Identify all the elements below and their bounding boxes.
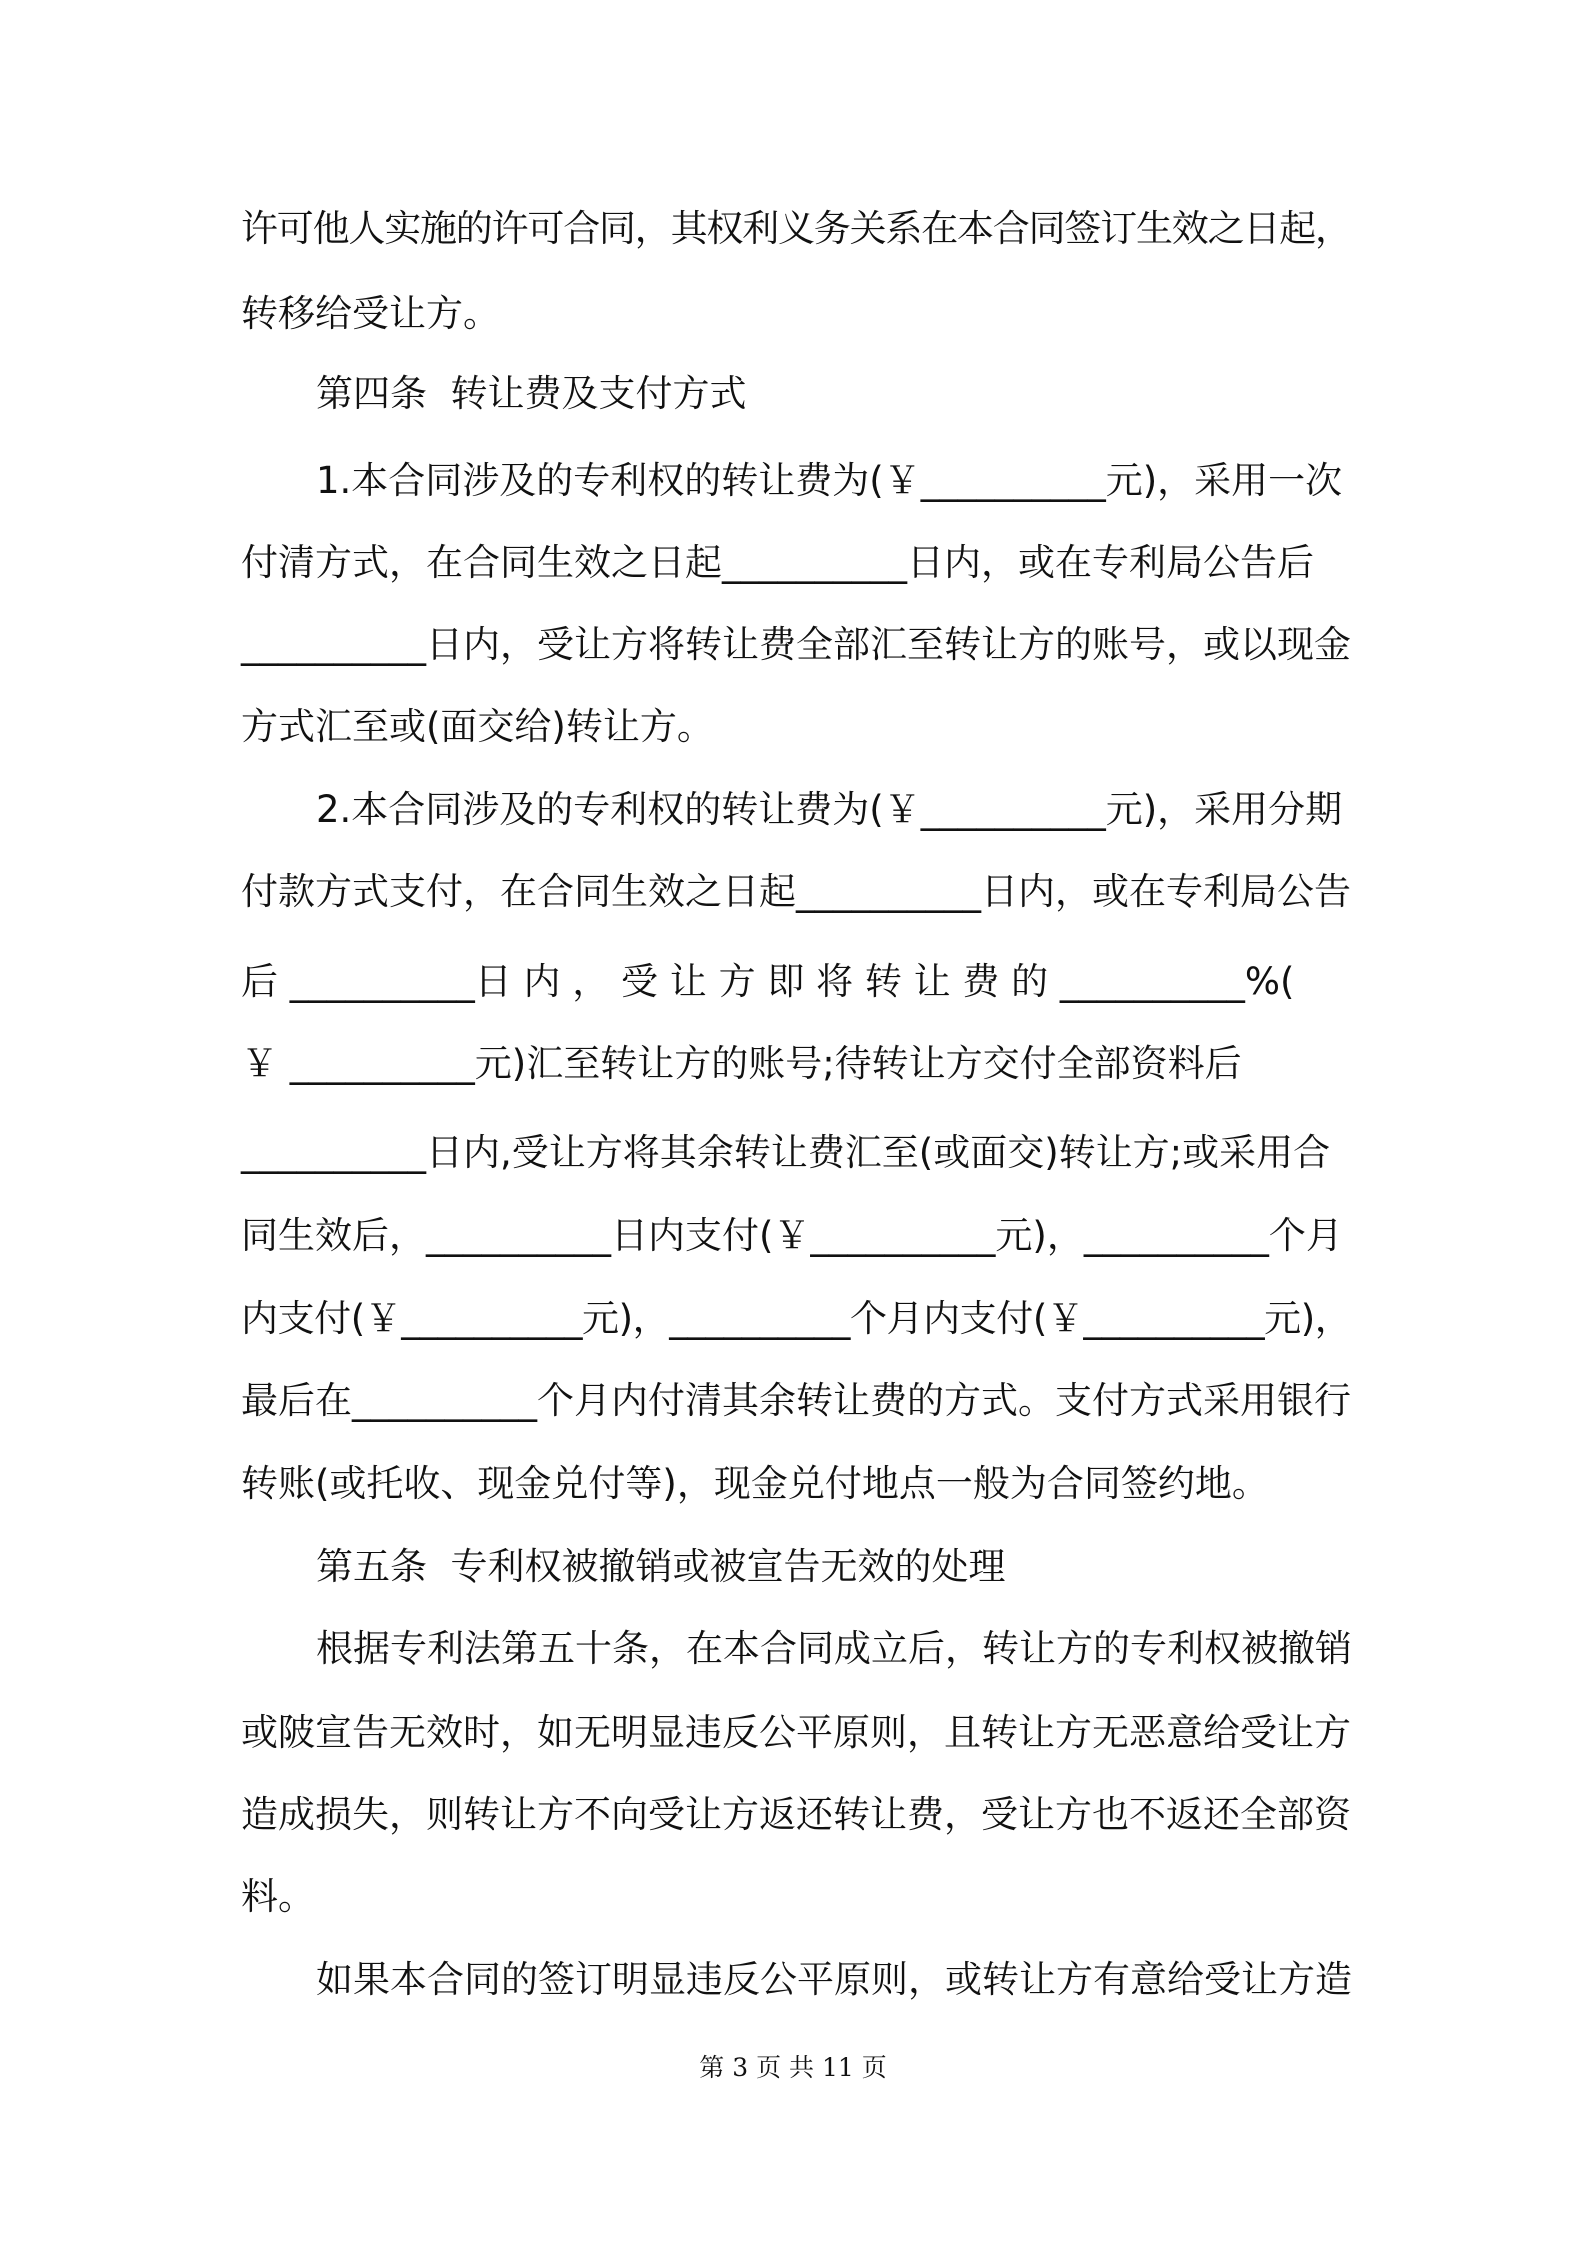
text-line-6: __________日内，受让方将转让费全部汇至转让方的账号，或以现金 <box>241 623 1351 666</box>
text-line-11: ￥ __________元)汇至转让方的账号;待转让方交付全部资料后 <box>241 1042 1242 1085</box>
text-line-21: 料。 <box>241 1875 315 1918</box>
article-4-heading: 第四条 转让费及支付方式 <box>316 372 747 415</box>
text-line-13: 同生效后，__________日内支付(￥__________元)，__________个月 <box>241 1214 1343 1257</box>
text-line-1: 许可他人实施的许可合同，其权利义务关系在本合同签订生效之日起， <box>241 207 1351 250</box>
text-line-12: __________日内,受让方将其余转让费汇至(或面交)转让方;或采用合 <box>241 1131 1331 1174</box>
text-line-2: 转移给受让方。 <box>241 292 500 335</box>
text-line-14: 内支付(￥__________元)，__________个月内支付(￥__________元)， <box>241 1297 1352 1340</box>
text-line-22: 如果本合同的签订明显违反公平原则，或转让方有意给受让方造 <box>316 1958 1352 2001</box>
text-line-5: 付清方式，在合同生效之日起__________日内，或在专利局公告后 <box>241 541 1314 584</box>
text-line-15: 最后在__________个月内付清其余转让费的方式。支付方式采用银行 <box>241 1379 1351 1422</box>
text-line-20: 造成损失，则转让方不向受让方返还转让费，受让方也不返还全部资 <box>241 1793 1351 1836</box>
page-number-footer: 第 3 页 共 11 页 <box>699 2053 887 2082</box>
text-line-18: 根据专利法第五十条，在本合同成立后，转让方的专利权被撤销 <box>316 1627 1352 1670</box>
article-5-heading: 第五条 专利权被撤销或被宣告无效的处理 <box>316 1545 1006 1588</box>
text-line-4: 1.本合同涉及的专利权的转让费为(￥__________元)，采用一次 <box>316 459 1343 502</box>
text-line-7: 方式汇至或(面交给)转让方。 <box>241 705 714 748</box>
text-line-16: 转账(或托收、现金兑付等)，现金兑付地点一般为合同签约地。 <box>241 1462 1269 1505</box>
text-line-8: 2.本合同涉及的专利权的转让费为(￥__________元)，采用分期 <box>316 788 1343 831</box>
text-line-9: 付款方式支付，在合同生效之日起__________日内，或在专利局公告 <box>241 870 1351 913</box>
text-line-19: 或陂宣告无效时，如无明显违反公平原则，且转让方无恶意给受让方 <box>241 1711 1351 1754</box>
text-line-10: 后 __________日 内 ， 受 让 方 即 将 转 让 费 的 __________%( <box>241 960 1295 1003</box>
